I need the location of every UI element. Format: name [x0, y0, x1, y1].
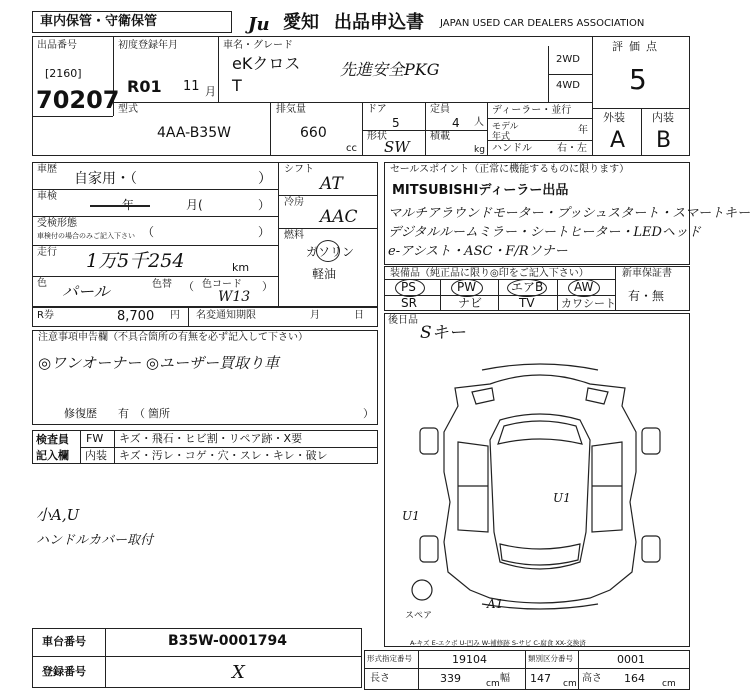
- capacity-value: 4: [452, 116, 460, 130]
- chassis-label: 車台番号: [42, 635, 86, 648]
- fuel-label: 燃料: [284, 230, 304, 241]
- registration-value: X: [232, 662, 245, 683]
- height-value: 164: [624, 672, 645, 685]
- shift-value: AT: [320, 174, 343, 194]
- dealer-label: ディーラー・並行: [492, 105, 572, 116]
- first-reg-year: R01: [127, 77, 162, 96]
- inspector-label-1: 検査員: [36, 433, 69, 446]
- notice-day: 日: [354, 310, 364, 321]
- model-year-label: モデル年式: [492, 122, 519, 142]
- equip-airbag: エアB: [511, 280, 544, 294]
- equip-aw: AW: [574, 280, 594, 294]
- color-code: W13: [218, 289, 251, 305]
- inspection-label: 車検: [37, 191, 57, 202]
- first-reg-label: 初度登録年月: [118, 40, 178, 51]
- fuel-gas-circle: [316, 240, 340, 262]
- shift-label: シフト: [284, 164, 314, 175]
- equipment-label: 装備品（純正品に限り◎印をご記入下さい）: [390, 268, 589, 279]
- org-name: 愛知: [283, 12, 319, 33]
- capacity-label: 定員: [430, 104, 450, 115]
- doors-value: 5: [392, 116, 400, 130]
- mileage-label: 走行: [37, 247, 57, 258]
- equip-ps-circle: [395, 279, 425, 297]
- mileage-unit: km: [232, 261, 250, 274]
- sales-point-4: e-アシスト・ASC・F/Rソナー: [388, 244, 568, 259]
- spare-label: スペア: [405, 611, 433, 621]
- history-value: 自家用・（: [74, 171, 137, 187]
- width-label: 幅: [500, 673, 510, 684]
- rear-items-value: Sキー: [420, 323, 466, 343]
- model-label: 型式: [118, 104, 138, 115]
- inspection-month: 月(: [186, 198, 203, 212]
- lot-sub-number: [2160]: [45, 67, 82, 80]
- type-cert-value: 19104: [452, 653, 487, 666]
- width-value: 147: [530, 672, 551, 685]
- color-close: ）: [262, 280, 273, 293]
- drive-4wd: 4WD: [556, 80, 580, 91]
- notes-value: ◎ワンオーナー ◎ユーザー買取り車: [38, 354, 279, 372]
- damage-mark-u1-center: U1: [553, 491, 571, 505]
- vehicle-grade-note: 先進安全PKG: [340, 60, 440, 79]
- inspection-year: 年: [122, 198, 135, 212]
- vehicle-grade-line2: T: [232, 76, 242, 95]
- length-value: 339: [440, 672, 461, 685]
- fuel-gas: ガソリン: [306, 245, 355, 259]
- sales-points-label: セールスポイント（正常に機能するものに限ります）: [390, 164, 630, 175]
- damage-mark-u1-side: U1: [402, 509, 420, 523]
- equip-airbag-circle: [507, 279, 547, 297]
- cc-unit: cc: [346, 143, 357, 154]
- recycle-label: R券: [37, 310, 54, 321]
- interior-inspect-label: 内装: [85, 449, 107, 462]
- body-label: 形状: [367, 131, 387, 142]
- equip-pw: PW: [457, 280, 477, 294]
- sales-point-3: デジタルルームミラー・シートヒーター・LEDヘッド: [388, 225, 701, 240]
- damage-mark-a1: A1: [487, 597, 504, 611]
- color-value: パール: [62, 282, 110, 301]
- class-label: 類別区分番号: [528, 654, 573, 663]
- displacement-value: 660: [300, 125, 327, 141]
- height-unit: cm: [662, 679, 676, 689]
- ac-label: 冷房: [284, 197, 304, 208]
- load-label: 積載: [430, 131, 450, 142]
- exterior-grade: A: [610, 128, 626, 153]
- handle-unit: 右・左: [557, 143, 587, 154]
- history-label: 車歴: [37, 164, 57, 175]
- mileage-value: 1万5千254: [86, 250, 185, 272]
- fw-items: キズ・飛石・ヒビ割・リペア跡・X要: [119, 432, 303, 445]
- equip-pw-circle: [451, 279, 483, 297]
- year-unit: 年: [578, 125, 588, 136]
- load-unit: kg: [474, 145, 485, 155]
- received-label: 受検形態: [37, 218, 77, 229]
- vehicle-name: eKクロス: [232, 54, 301, 73]
- recycle-amount: 8,700: [117, 309, 155, 324]
- ac-value: AAC: [320, 207, 358, 227]
- exterior-label: 外装: [603, 111, 625, 124]
- first-reg-month: 11: [183, 79, 200, 94]
- equip-aw-circle: [568, 279, 600, 297]
- registration-label: 登録番号: [42, 665, 86, 678]
- lot-label: 出品番号: [37, 40, 77, 51]
- sales-point-1: MITSUBISHIディーラー出品: [392, 183, 569, 198]
- damage-legend: A-キズ E-エクボ U-凹み W-補修跡 S-サビ C-腐食 XX-交換済: [410, 639, 586, 647]
- interior-inspect-items: キズ・汚レ・コゲ・穴・スレ・キレ・破レ: [119, 449, 328, 462]
- color-open: （: [183, 280, 194, 293]
- notice-label: 名変通知期限: [196, 310, 256, 321]
- displacement-label: 排気量: [276, 104, 306, 115]
- equip-sr: SR: [401, 296, 417, 310]
- repair-value: 有: [118, 407, 129, 420]
- capacity-unit: 人: [474, 117, 484, 128]
- color-code-label: 色コード: [202, 279, 242, 290]
- equip-tv: TV: [519, 296, 535, 310]
- chassis-value: B35W-0001794: [168, 633, 287, 649]
- storage-label: 車内保管・守衛保管: [40, 14, 158, 29]
- fuel-diesel: 軽油: [312, 267, 337, 281]
- history-close: ）: [258, 171, 272, 187]
- hand-note-1: 小A,U: [36, 506, 80, 524]
- notes-label: 注意事項申告欄（不具合箇所の有無を必ず記入して下さい）: [38, 332, 308, 343]
- vehicle-name-label: 車名・グレード: [223, 40, 293, 51]
- repair-open: （: [134, 407, 145, 420]
- car-damage-diagram: [400, 362, 680, 610]
- class-value: 0001: [617, 653, 645, 666]
- drive-2wd: 2WD: [556, 54, 580, 65]
- lot-number: 70207: [36, 86, 120, 114]
- equip-leather: カワシート: [561, 297, 616, 310]
- equip-ps: PS: [401, 280, 416, 294]
- first-reg-month-unit: 月: [205, 85, 216, 98]
- equip-navi: ナビ: [458, 296, 483, 310]
- fw-label: FW: [86, 432, 104, 445]
- warranty-value: 有・無: [628, 289, 665, 303]
- score-label: 評価点: [612, 40, 663, 53]
- received-note: 車検付の場合のみご記入下さい: [37, 232, 135, 240]
- color-change-label: 色替: [152, 279, 172, 290]
- svg-text:Ju: Ju: [248, 14, 270, 35]
- interior-grade: B: [656, 128, 672, 153]
- length-unit: cm: [486, 679, 500, 689]
- doors-label: ドア: [367, 104, 387, 115]
- score-value: 5: [629, 63, 647, 96]
- ju-logo: [246, 12, 280, 34]
- repair-label: 修復歴: [64, 407, 97, 420]
- rear-items-label: 後日品: [388, 315, 418, 326]
- model-value: 4AA-B35W: [157, 125, 231, 141]
- sales-point-2: マルチアラウンドモーター・プッシュスタート・スマートキー: [388, 206, 750, 221]
- width-unit: cm: [563, 679, 577, 689]
- handle-label: ハンドル: [492, 143, 532, 154]
- association-name: JAPAN USED CAR DEALERS ASSOCIATION: [440, 18, 645, 29]
- color-label: 色: [37, 278, 47, 289]
- hand-note-2: ハンドルカバー取付: [36, 533, 154, 548]
- notice-month: 月: [310, 310, 320, 321]
- received-close: ）: [258, 225, 271, 239]
- received-open: （: [142, 225, 155, 239]
- inspector-label-2: 記入欄: [36, 449, 69, 462]
- length-label: 長さ: [370, 673, 390, 684]
- interior-label: 内装: [652, 111, 674, 124]
- height-label: 高さ: [582, 673, 602, 684]
- recycle-unit: 円: [170, 310, 180, 321]
- repair-close: ）: [363, 407, 374, 420]
- body-value: SW: [384, 138, 410, 156]
- inspection-close: ）: [258, 198, 271, 212]
- warranty-label: 新車保証書: [622, 268, 672, 279]
- doc-title: 出品申込書: [334, 12, 424, 33]
- type-cert-label: 形式指定番号: [367, 654, 412, 663]
- repair-place: 箇所: [148, 407, 170, 420]
